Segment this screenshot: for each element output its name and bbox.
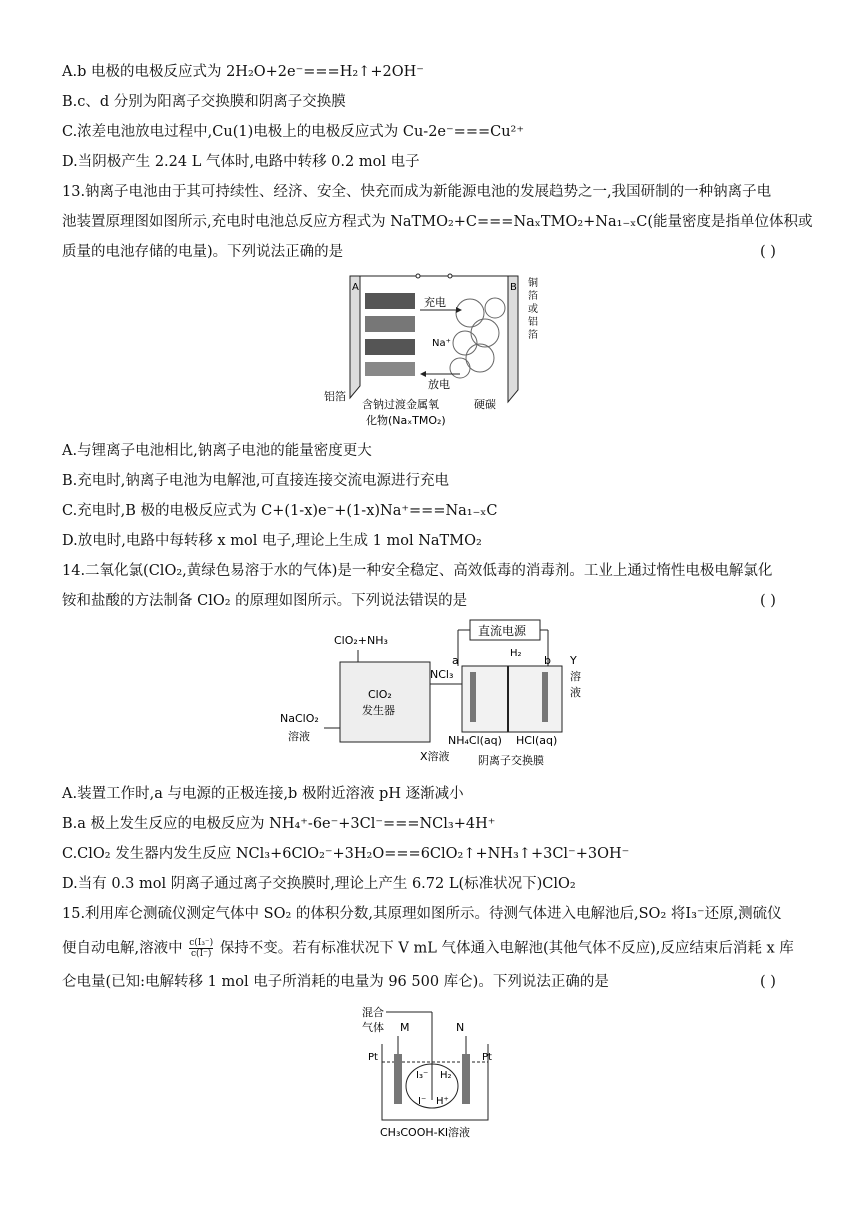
q13-stem-line2: 池装置原理图如图所示,充电时电池总反应方程式为 NaTMO₂+C===NaₓTMO₂+Na₁₋ₓC(能量密度是指单位体积或 [62, 214, 813, 230]
q13-stem-line1: 13.钠离子电池由于其可持续性、经济、安全、快充而成为新能源电池的发展趋势之一,我国研制的一种钠离子电 [62, 184, 772, 200]
q15-answer-paren: ( ) [760, 974, 776, 990]
pt-electrode-right [462, 1054, 470, 1104]
clo2-generator [340, 662, 430, 742]
q13-answer-paren: ( ) [760, 244, 776, 260]
terminal-m-label: M [400, 1021, 410, 1034]
cu-al-foil-label: 铜箔或铝箔 [528, 278, 538, 341]
x-solution-label: X溶液 [420, 750, 450, 763]
q14-option-c: C.ClO₂ 发生器内发生反应 NCl₃+6ClO₂⁻+3H₂O===6ClO₂↑+NH₃↑+3Cl⁻+3OH⁻ [62, 846, 630, 862]
al-foil-label: 铝箔 [324, 390, 346, 403]
q15-stem-line1: 15.利用库仑测硫仪测定气体中 SO₂ 的体积分数,其原理如图所示。待测气体进入电解池后,SO₂ 将I₃⁻还原,测硫仪 [62, 906, 782, 922]
clo2-nh3-label: ClO₂+NH₃ [334, 634, 388, 647]
electrode-a-rod [470, 672, 476, 722]
electrode-a-label: a [452, 654, 459, 667]
mixed-gas-label-2: 气体 [362, 1021, 384, 1034]
q15-stem-line2 [62, 938, 794, 959]
q13-option-a: A.与锂离子电池相比,钠离子电池的能量密度更大 [62, 443, 372, 459]
generator-label-2: 发生器 [362, 704, 395, 717]
q14-stem-line1: 14.二氧化氯(ClO₂,黄绿色易溶于水的气体)是一种安全稳定、高效低毒的消毒剂。工业上通过惰性电极电解氯化 [62, 563, 773, 579]
q15-stem-line2-a: 便自动电解,溶液中 [62, 940, 183, 957]
naclo2-label-1: NaClO₂ [280, 712, 319, 725]
iodide-label: I⁻ [418, 1096, 427, 1107]
nh4cl-label: NH₄Cl(aq) [448, 734, 502, 747]
q14-option-b: B.a 极上发生反应的电极反应为 NH₄⁺-6e⁻+3Cl⁻===NCl₃+4H⁺ [62, 816, 496, 832]
oxide-label-2: 化物(NaₓTMO₂) [366, 414, 446, 427]
q15-stem-line3: 仑电量(已知:电解转移 1 mol 电子所消耗的电量为 96 500 库仑)。下列说法正确的是 [62, 974, 609, 990]
hcl-label: HCl(aq) [516, 734, 558, 747]
q13-option-b: B.充电时,钠离子电池为电解池,可直接连接交流电源进行充电 [62, 473, 449, 489]
ncl3-label: NCl₃ [430, 668, 454, 681]
mixed-gas-label-1: 混合 [362, 1006, 384, 1019]
naclo2-label-2: 溶液 [288, 730, 310, 743]
na-ion-label: Na⁺ [432, 338, 451, 349]
pt-label-left: Pt [368, 1052, 378, 1063]
q13-battery-figure [310, 268, 550, 434]
membrane-label: 阴离子交换膜 [478, 754, 544, 767]
y-solution-label: Y 溶 液 [570, 654, 581, 699]
solution-label: CH₃COOH-KI溶液 [380, 1126, 471, 1139]
h-ion-label: H⁺ [436, 1096, 449, 1107]
iodine-ratio-fraction [189, 938, 213, 959]
q13-stem-line3: 质量的电池存储的电量)。下列说法正确的是 [62, 244, 344, 260]
q12-option-a: A.b 电极的电极反应式为 2H₂O+2e⁻===H₂↑+2OH⁻ [62, 64, 424, 80]
q14-stem-line2: 铵和盐酸的方法制备 ClO₂ 的原理如图所示。下列说法错误的是 [62, 593, 468, 609]
q15-coulometer-figure [360, 1000, 520, 1142]
label-b: B [510, 282, 517, 293]
q15-stem-line2-b: 保持不变。若有标准状况下 V mL 气体通入电解池(其他气体不反应),反应结束后消耗 x 库 [219, 940, 794, 957]
q12-option-b: B.c、d 分别为阳离子交换膜和阴离子交换膜 [62, 94, 346, 110]
electrode-a [350, 276, 360, 398]
i3-label: I₃⁻ [416, 1070, 429, 1081]
h2-label: H₂ [510, 648, 522, 659]
charge-label: 充电 [424, 296, 446, 309]
fraction-denominator: c(I⁻) [191, 949, 212, 959]
electrode-b-rod [542, 672, 548, 722]
electrode-b-label: b [544, 654, 551, 667]
hard-carbon-label: 硬碳 [474, 398, 496, 411]
pt-label-right: Pt [482, 1052, 492, 1063]
generator-label-1: ClO₂ [368, 688, 392, 701]
label-a: A [352, 282, 359, 293]
q13-option-c: C.充电时,B 极的电极反应式为 C+(1-x)e⁻+(1-x)Na⁺===Na₁₋ₓC [62, 503, 498, 519]
oxide-label-1: 含钠过渡金属氧 [362, 398, 439, 411]
q14-answer-paren: ( ) [760, 593, 776, 609]
terminal-n-label: N [456, 1021, 465, 1034]
pt-electrode-left [394, 1054, 402, 1104]
discharge-label: 放电 [428, 378, 450, 391]
power-label: 直流电源 [478, 624, 527, 638]
q12-option-c: C.浓差电池放电过程中,Cu(1)电极上的电极反应式为 Cu-2e⁻===Cu²⁺ [62, 124, 525, 140]
q12-option-d: D.当阴极产生 2.24 L 气体时,电路中转移 0.2 mol 电子 [62, 154, 420, 170]
q14-option-a: A.装置工作时,a 与电源的正极连接,b 极附近溶液 pH 逐渐减小 [62, 786, 464, 802]
h2-label: H₂ [440, 1070, 452, 1081]
q14-option-d: D.当有 0.3 mol 阴离子通过离子交换膜时,理论上产生 6.72 L(标准状况下)ClO₂ [62, 876, 576, 892]
oxide-layers [365, 293, 415, 376]
electrode-b [508, 276, 518, 402]
fraction-numerator: c(I₃⁻) [189, 938, 214, 948]
q13-option-d: D.放电时,电路中每转移 x mol 电子,理论上生成 1 mol NaTMO₂ [62, 533, 482, 549]
q14-clo2-figure [280, 616, 600, 776]
